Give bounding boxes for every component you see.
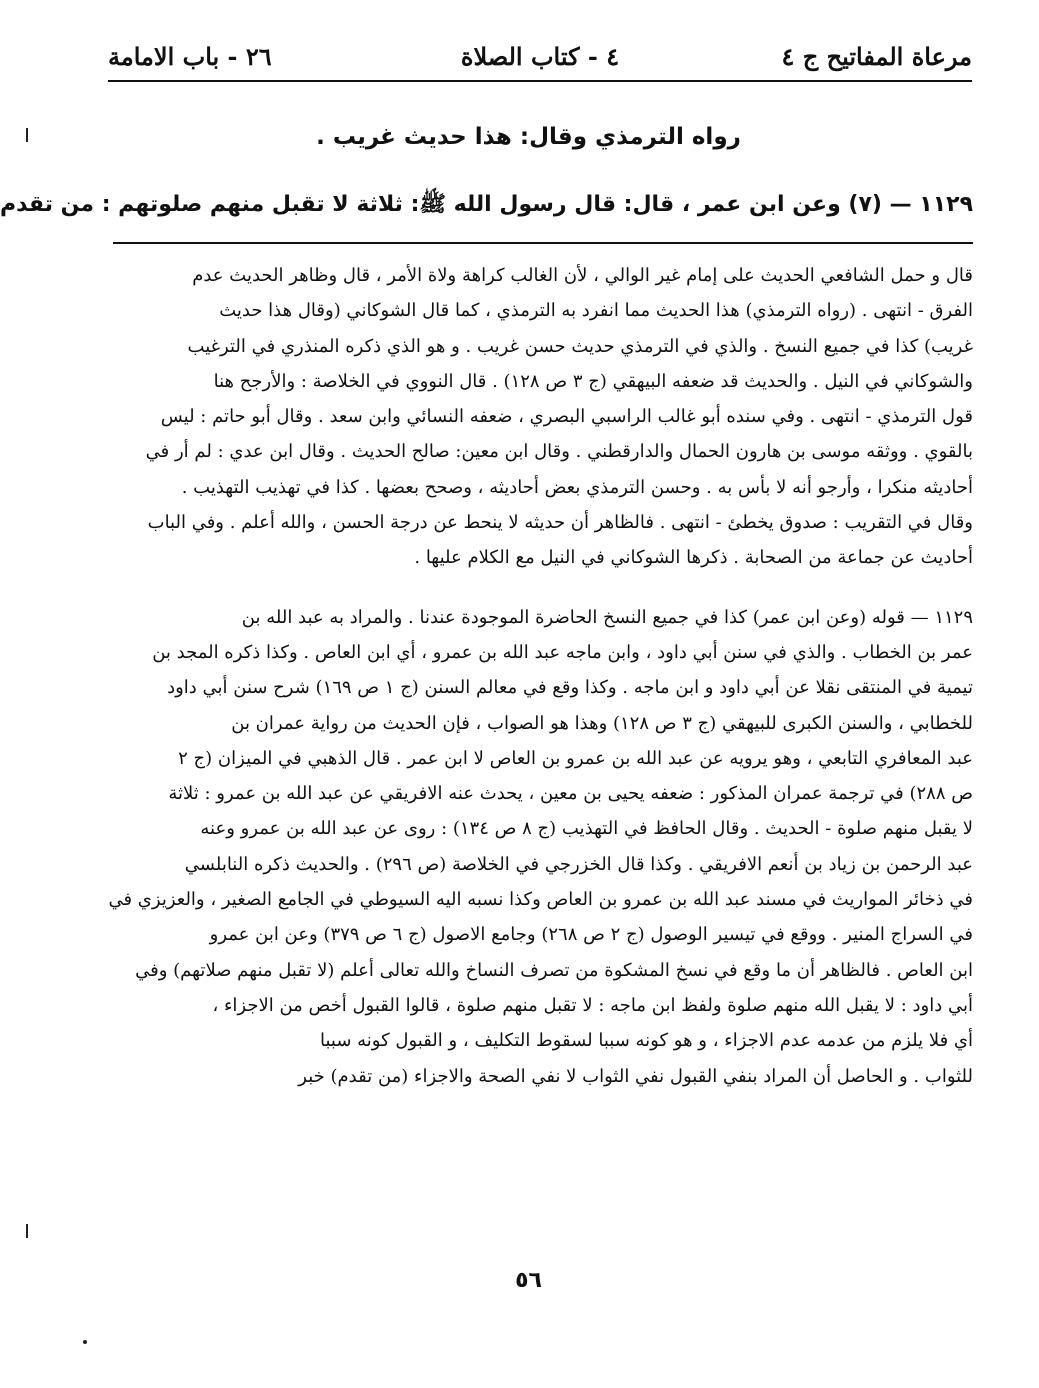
commentary-line: ١١٢٩ — قوله (وعن ابن عمر) كذا في جميع النسخ الحاضرة الموجودة عندنا . والمراد به عبد الله بن (241, 606, 973, 628)
commentary-line: قول الترمذي - انتهى . وفي سنده أبو غالب الراسبي البصري ، ضعفه النسائي وابن سعد . وقال أبو حاتم : ليس (160, 406, 973, 428)
commentary-line: في ذخائر المواريث في مسند عبد الله بن عمرو بن العاص وكذا نسبه اليه السيوطي في الجامع الصغير ، والعزيزي في (108, 889, 973, 911)
commentary-line: الفرق - انتهى . (رواه الترمذي) هذا الحديث مما انفرد به الترمذي ، كما قال الشوكاني (وقال هذا حديث (219, 300, 973, 322)
commentary-line: بالقوي . ووثقه موسى بن هارون الحمال والدارقطني . وقال ابن معين: صالح الحديث . وقال ابن عدي : لم أر في (145, 441, 973, 463)
commentary-line: والشوكاني في النيل . والحديث قد ضعفه البيهقي (ج ٣ ص ١٢٨) . قال النووي في الخلاصة : والأرجح هنا (213, 370, 973, 392)
commentary-line: وقال في التقريب : صدوق يخطئ - انتهى . فالظاهر أن حديثه لا ينحط عن درجة الحسن ، والله أعلم . وفي الباب (147, 512, 973, 534)
commentary-line: عبد المعافري التابعي ، وهو يرويه عن عبد الله بن عمرو بن العاص لا ابن عمر . قال الذهبي في الميزان (ج ٢ (178, 747, 973, 769)
commentary-line: أي فلا يلزم من عدمه عدم الاجزاء ، و هو كونه سببا لسقوط التكليف ، و القبول كونه سببا (319, 1030, 973, 1052)
commentary-body (84, 258, 973, 1094)
header-book-title: مرعاة المفاتيح ج ٤ (781, 42, 972, 71)
commentary-line: للثواب . و الحاصل أن المراد بنفي القبول نفي الثواب لا نفي الصحة والاجزاء (من تقدم) خبر (298, 1065, 973, 1087)
hadith-attribution: رواه الترمذي وقال: هذا حديث غريب . (316, 124, 741, 150)
commentary-line: ابن العاص . فالظاهر أن ما وقع في نسخ المشكوة من تصرف النساخ والله تعالى أعلم (لا تقبل منهم صلاتهم) وفي (135, 959, 973, 981)
header-chapter: ٤ - كتاب الصلاة (460, 42, 620, 71)
commentary-line: تيمية في المنتقى نقلا عن أبي داود و ابن ماجه . وكذا وقع في معالم السنن (ج ١ ص ١٦٩) شرح سنن أبي داود (167, 677, 973, 699)
commentary-line: في السراج المنير . ووقع في تيسير الوصول (ج ٢ ص ٢٦٨) وجامع الاصول (ج ٦ ص ٣٧٩) وعن ابن عمرو (209, 924, 973, 946)
scan-mark (83, 1340, 87, 1344)
commentary-line: ص ٢٨٨) في ترجمة عمران المذكور : ضعفه يحيى بن معين ، يحدث عنه الافريقي عن عبد الله بن عمرو : ثلاثة (168, 783, 973, 805)
header-section: ٢٦ - باب الامامة (108, 42, 272, 71)
commentary-line: عمر بن الخطاب . والذي في سنن أبي داود ، وابن ماجه عبد الله بن عمرو ، أي ابن العاص . وكذا ذكره المجد بن (152, 641, 973, 663)
commentary-line: لا يقبل منهم صلوة - الحديث . وقال الحافظ في التهذيب (ج ٨ ص ١٣٤) : روى عن عبد الله بن عمرو وعنه (200, 818, 973, 840)
scan-mark (26, 128, 28, 142)
section-divider (113, 242, 973, 244)
commentary-line: للخطابي ، والسنن الكبرى للبيهقي (ج ٣ ص ١٢٨) وهذا هو الصواب ، فإن الحديث من رواية عمران بن (231, 712, 973, 734)
commentary-line: أبي داود : لا يقبل الله منهم صلوة ولفظ ابن ماجه : لا تقبل منهم صلوة ، قالوا القبول أخص من الاجزاء ، (212, 994, 973, 1016)
paragraph-gap (84, 576, 973, 600)
commentary-line: أحاديث عن جماعة من الصحابة . ذكرها الشوكاني في النيل مع الكلام عليها . (414, 547, 973, 569)
commentary-line: عبد الرحمن بن زياد بن أنعم الافريقي . وكذا قال الخزرجي في الخلاصة (ص ٢٩٦) . والحديث ذكره النابلسي (184, 853, 973, 875)
running-header (108, 40, 972, 82)
hadith-text: ١١٢٩ — (٧) وعن ابن عمر ، قال: قال رسول الله ﷺ: ثلاثة لا تقبل منهم صلوتهم : من تقدم (0, 192, 973, 217)
commentary-line: أحاديثه منكرا ، وأرجو أنه لا بأس به . وحسن الترمذي بعض أحاديثه ، وصحح بعضها . كذا في تهذيب التهذيب . (181, 476, 973, 498)
scan-mark (26, 1224, 28, 1238)
page-number: ٥٦ (515, 1268, 542, 1293)
commentary-line: قال و حمل الشافعي الحديث على إمام غير الوالي ، لأن الغالب كراهة ولاة الأمر ، قال وظاهر الحديث عدم (192, 265, 973, 286)
commentary-line: غريب) كذا في جميع النسخ . والذي في الترمذي حديث حسن غريب . و هو الذي ذكره المنذري في الترغيب (187, 335, 973, 357)
